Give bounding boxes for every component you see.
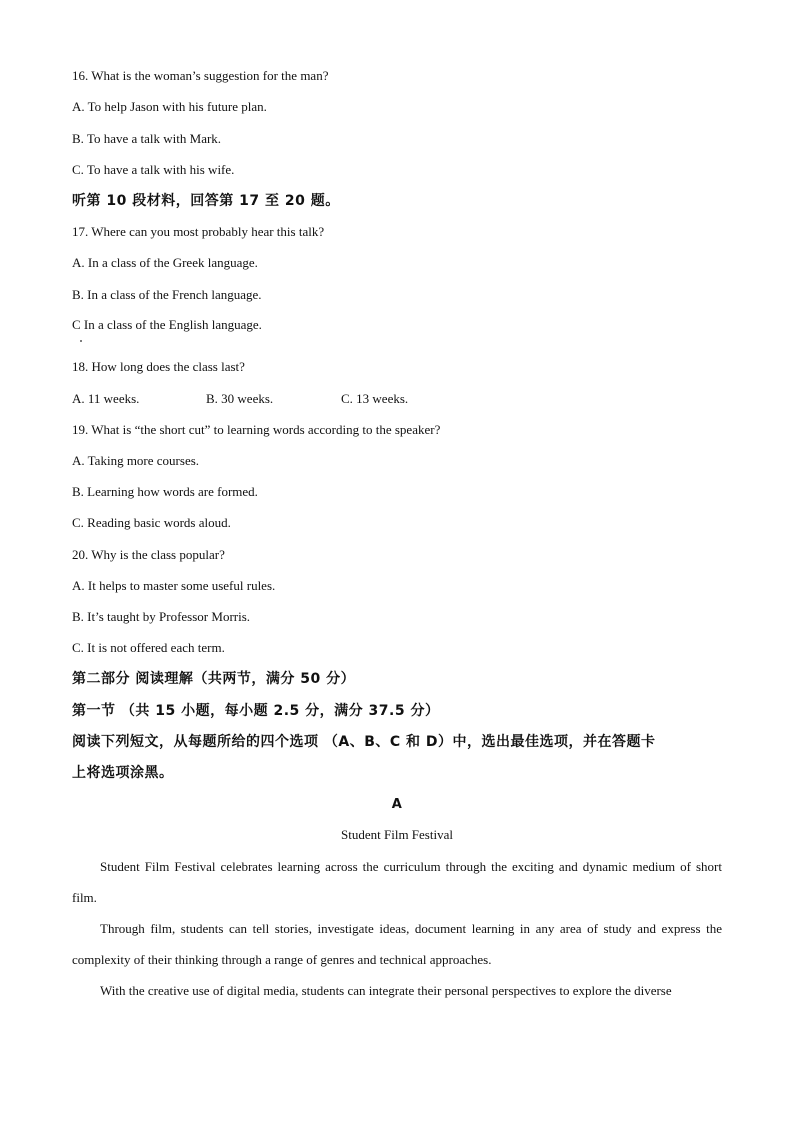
- q19-option-c: C. Reading basic words aloud.: [72, 515, 231, 530]
- q18-option-a: A. 11 weeks.: [72, 391, 140, 406]
- question-17: 17. Where can you most probably hear this talk?: [72, 224, 325, 239]
- instruction-line-1: 阅读下列短文，从每题所给的四个选项 （A、B、C 和 D）中，选出最佳选项，并在答题卡: [72, 734, 656, 750]
- q19-option-a: A. Taking more courses.: [72, 453, 200, 468]
- q16-option-c: C. To have a talk with his wife.: [72, 162, 235, 177]
- question-19: 19. What is “the short cut” to learning words according to the speaker?: [72, 422, 441, 437]
- question-20: 20. Why is the class popular?: [72, 547, 225, 562]
- question-18: 18. How long does the class last?: [72, 359, 245, 374]
- q18-option-b: B. 30 weeks.: [206, 391, 274, 406]
- q16-option-a: A. To help Jason with his future plan.: [72, 99, 267, 114]
- passage-letter: A: [391, 797, 403, 812]
- question-16: 16. What is the woman’s suggestion for the man?: [72, 68, 329, 83]
- part-2-title: 第二部分 阅读理解（共两节，满分 50 分）: [72, 671, 356, 687]
- passage-paragraph-2: Through film, students can tell stories, investigate ideas, document learning in any area of study and express the complexity of their thinking through a range of genres and technical approaches.: [72, 921, 722, 967]
- q20-option-b: B. It’s taught by Professor Morris.: [72, 609, 251, 624]
- stray-dot: [80, 340, 82, 342]
- q18-option-c: C. 13 weeks.: [341, 391, 409, 406]
- passage-title: Student Film Festival: [341, 827, 453, 842]
- q16-option-b: B. To have a talk with Mark.: [72, 131, 222, 146]
- q17-option-a: A. In a class of the Greek language.: [72, 255, 258, 270]
- section-10-header: 听第 10 段材料，回答第 17 至 20 题。: [72, 193, 340, 209]
- passage-paragraph-3: With the creative use of digital media, students can integrate their personal perspectives to explore the diverse: [100, 983, 672, 998]
- q20-option-c: C. It is not offered each term.: [72, 640, 225, 655]
- section-1-title: 第一节 （共 15 小题，每小题 2.5 分，满分 37.5 分）: [72, 703, 440, 719]
- q17-option-b: B. In a class of the French language.: [72, 287, 262, 302]
- q19-option-b: B. Learning how words are formed.: [72, 484, 258, 499]
- q20-option-a: A. It helps to master some useful rules.: [72, 578, 276, 593]
- passage-paragraph-1: Student Film Festival celebrates learning across the curriculum through the exciting and dynamic medium of short film.: [72, 859, 722, 905]
- q17-option-c: C In a class of the English language.: [72, 317, 262, 332]
- instruction-line-2: 上将选项涂黑。: [72, 765, 174, 781]
